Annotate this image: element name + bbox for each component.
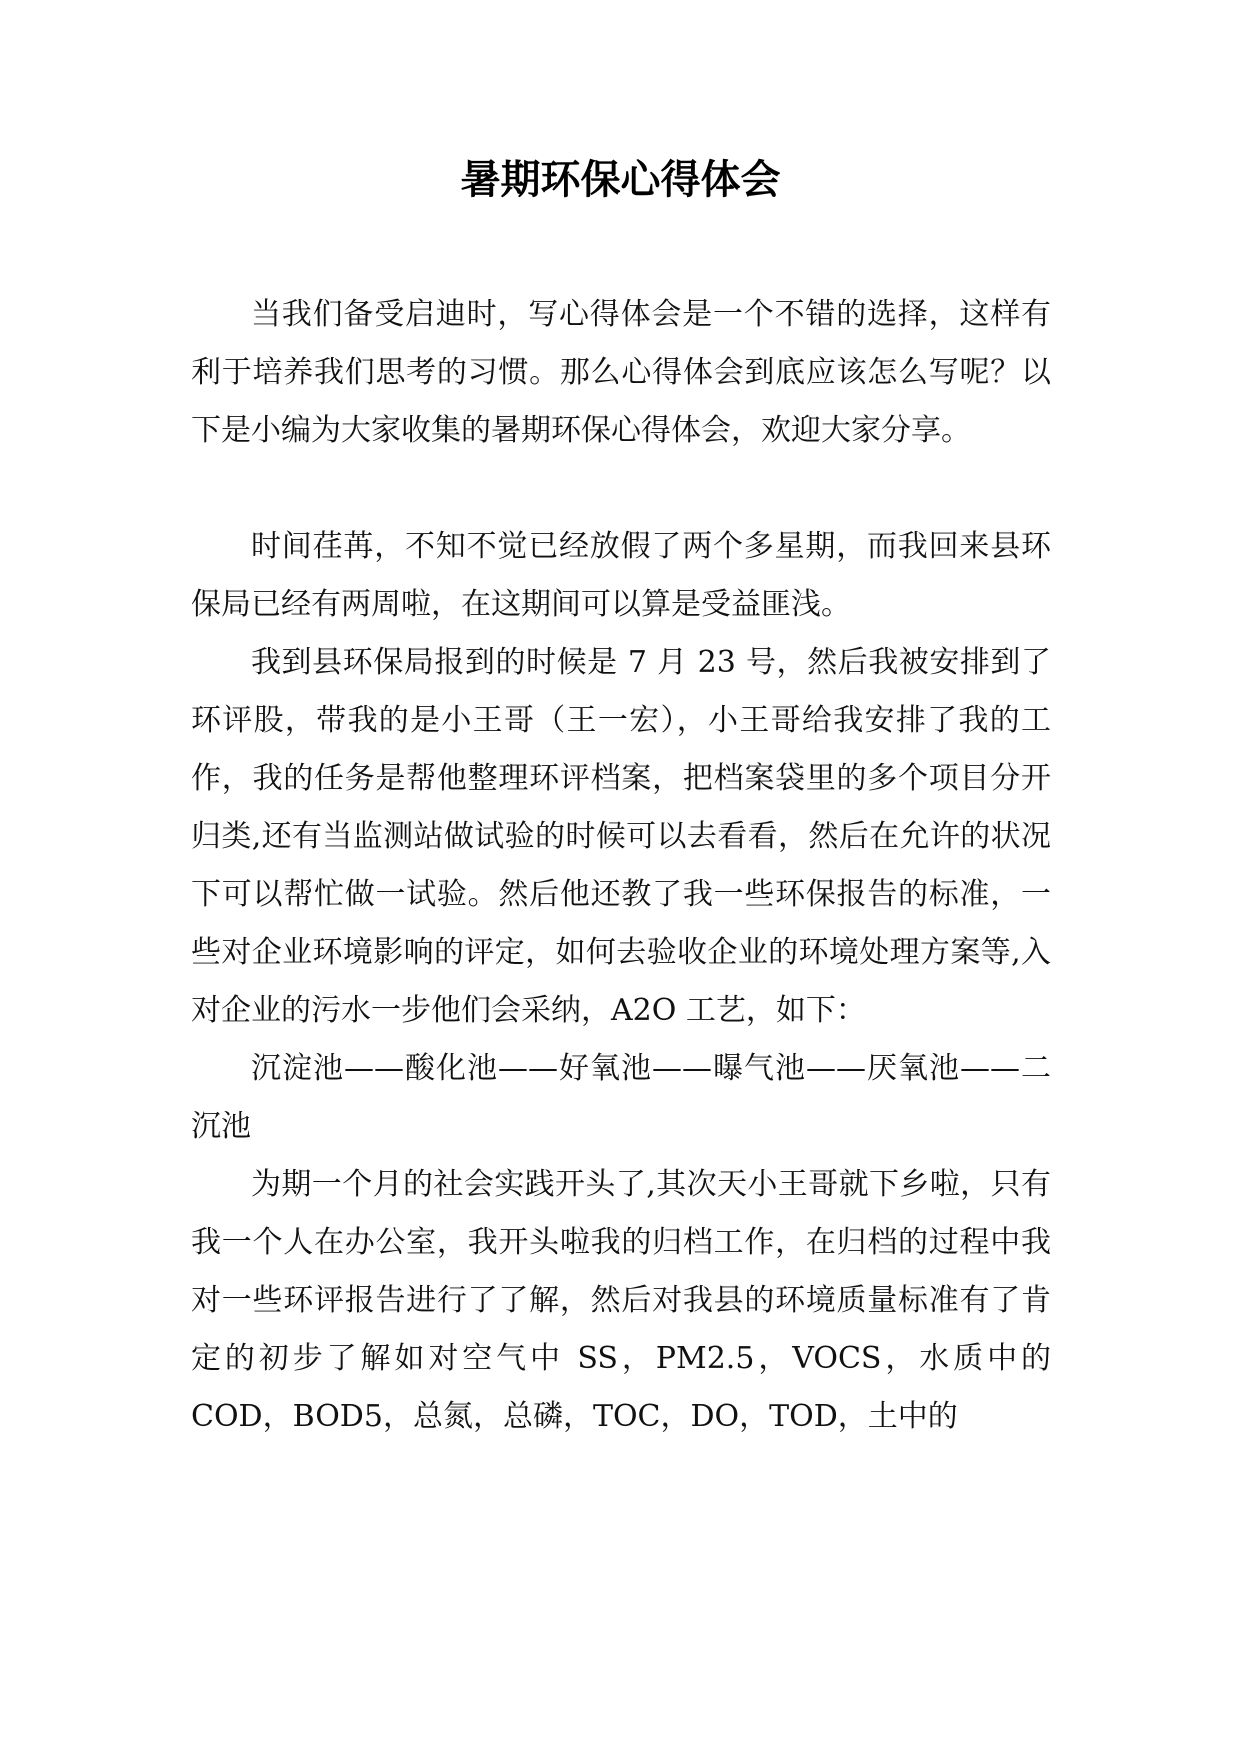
paragraph-practice: 为期一个月的社会实践开头了,其次天小王哥就下乡啦，只有我一个人在办公室，我开头啦我的归档工作，在归档的过程中我对一些环评报告进行了了解，然后对我县的环境质量标准有了肯定的初步了解如对空气中 SS，PM2.5，VOCS，水质中的 COD，BOD5，总氮，总磷，TOC，DO，TOD，土中的 (191, 1167, 1051, 1434)
document-body (191, 286, 1051, 1446)
paragraph-work: 我到县环保局报到的时候是 7 月 23 号，然后我被安排到了环评股，带我的是小王哥（王一宏），小王哥给我安排了我的工作，我的任务是帮他整理环评档案，把档案袋里的多个项目分开归类,还有当监测站做试验的时候可以去看看，然后在允许的状况下可以帮忙做一试验。然后他还教了我一些环保报告的标准，一些对企业环境影响的评定，如何去验收企业的环境处理方案等,入对企业的污水一步他们会采纳，A2O 工艺，如下： (191, 645, 1051, 1028)
paragraph-time: 时间荏苒，不知不觉已经放假了两个多星期，而我回来县环保局已经有两周啦，在这期间可以算是受益匪浅。 (191, 529, 1051, 622)
paragraph-process: 沉淀池——酸化池——好氧池——曝气池——厌氧池——二沉池 (191, 1051, 1051, 1144)
paragraph-intro: 当我们备受启迪时，写心得体会是一个不错的选择，这样有利于培养我们思考的习惯。那么心得体会到底应该怎么写呢？以下是小编为大家收集的暑期环保心得体会，欢迎大家分享。 (191, 297, 1051, 448)
document-title: 暑期环保心得体会 (460, 157, 781, 203)
